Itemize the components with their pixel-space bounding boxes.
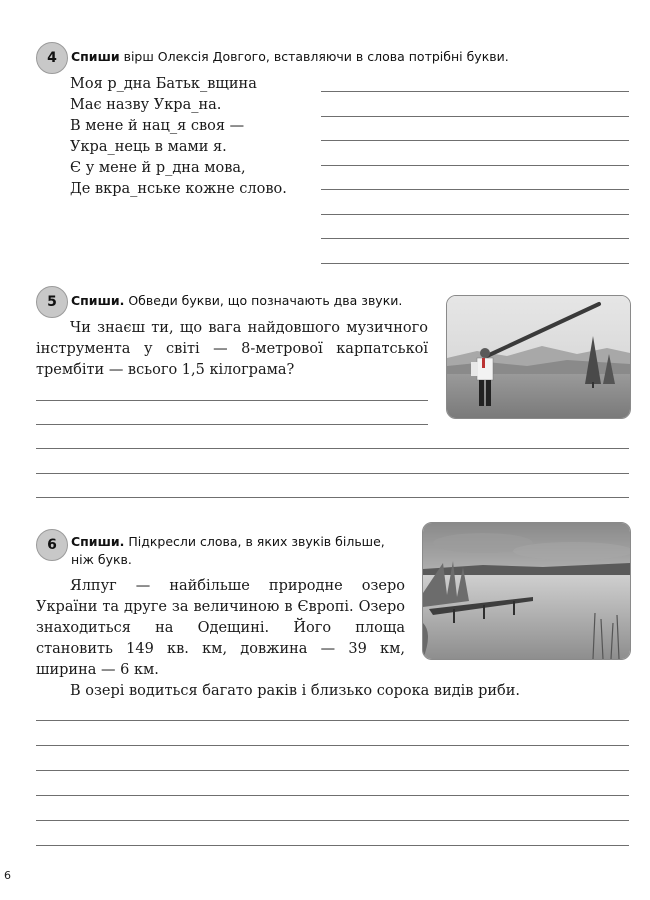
writing-line[interactable] (36, 473, 629, 474)
writing-line[interactable] (36, 424, 428, 425)
task-4-number-badge: 4 (36, 42, 68, 74)
task-6-instruction (71, 533, 409, 569)
poem-line: Де вкра_нське кожне слово. (70, 181, 287, 197)
poem-line: В мене й нац_я своя — (70, 118, 245, 134)
lake-photo (422, 522, 631, 660)
writing-line[interactable] (321, 214, 629, 215)
task-6-paragraph-1: Ялпуг — найбільше природне озеро України та друге за величиною в Європі. Озеро знаходиться на Одещині. Його площа становить 149 кв. км, довжина — 39 км, ширина — 6 км. (36, 578, 405, 678)
task-4-instruction-rest: вірш Олексія Довгого, вставляючи в слова потрібні букви. (119, 49, 509, 64)
writing-line[interactable] (321, 238, 629, 239)
writing-line[interactable] (36, 400, 428, 401)
writing-line[interactable] (36, 795, 629, 796)
task-6-text-2 (36, 681, 629, 702)
task-6-number-badge: 6 (36, 529, 68, 561)
writing-line[interactable] (36, 720, 629, 721)
poem-line: Укра_нець в мами я. (70, 139, 227, 155)
task-5-instruction (71, 292, 441, 310)
task-6-instruction-rest: Підкресли слова, в яких звуків більше, ніж букв. (71, 534, 385, 567)
task-4-instruction (71, 48, 571, 66)
poem-line: Є у мене й р_дна мова, (70, 160, 246, 176)
writing-line[interactable] (36, 820, 629, 821)
page-number: 6 (4, 869, 11, 882)
poem-line: Має назву Укра_на. (70, 97, 222, 113)
task-6-instruction-bold: Спиши. (71, 534, 125, 549)
task-5-instruction-bold: Спиши. (71, 293, 125, 308)
task-5-text (36, 318, 428, 381)
writing-line[interactable] (321, 165, 629, 166)
writing-line[interactable] (36, 770, 629, 771)
writing-line[interactable] (36, 497, 629, 498)
writing-line[interactable] (321, 263, 629, 264)
poem-line: Моя р_дна Батьк_вщина (70, 76, 257, 92)
task-5-instruction-rest: Обведи букви, що позначають два звуки. (124, 293, 403, 308)
trembita-photo (446, 295, 631, 419)
writing-line[interactable] (321, 91, 629, 92)
task-4-instruction-bold: Спиши (71, 49, 120, 64)
task-6-paragraph-2: В озері водиться багато раків і близько сорока видів риби. (70, 683, 521, 699)
task-5-number-badge: 5 (36, 286, 68, 318)
task-4-poem (70, 74, 287, 200)
writing-line[interactable] (36, 745, 629, 746)
writing-line[interactable] (36, 448, 629, 449)
writing-line[interactable] (321, 116, 629, 117)
writing-line[interactable] (321, 189, 629, 190)
writing-line[interactable] (321, 140, 629, 141)
task-6-text (36, 576, 405, 681)
task-5-paragraph: Чи знаєш ти, що вага найдовшого музичного інструмента у світі — 8-метрової карпатської трембіти — всього 1,5 кілограма? (36, 320, 428, 378)
writing-line[interactable] (36, 845, 629, 846)
